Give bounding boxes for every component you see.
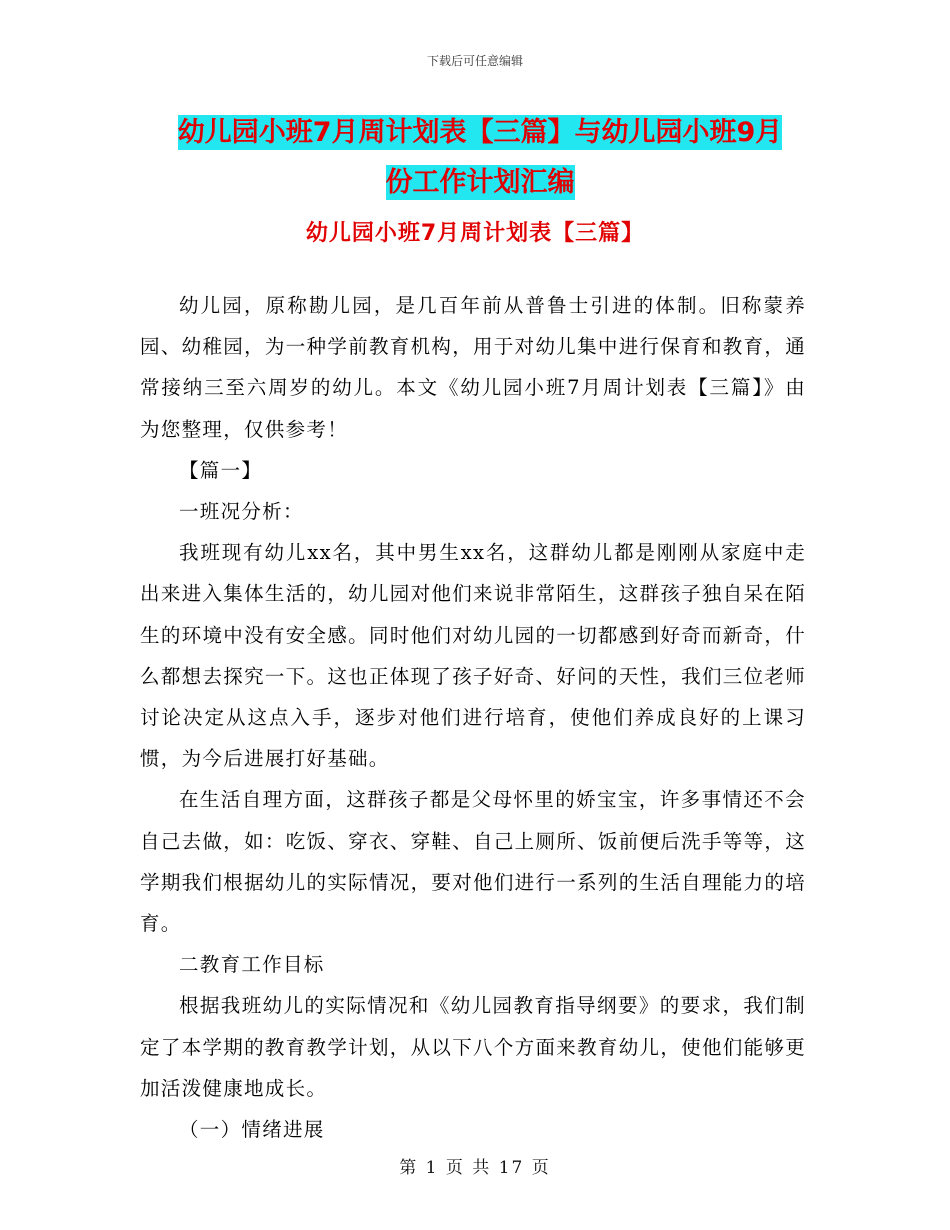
main-title-line1: 幼儿园小班7月周计划表【三篇】与幼儿园小班9月 (177, 117, 783, 148)
page-number: 第 1 页 共 17 页 (399, 1158, 551, 1178)
main-title-line2: 份工作计划汇编 (385, 167, 575, 198)
part-heading: 【篇一】 (179, 458, 263, 482)
document-body (140, 285, 806, 1150)
class-analysis-paragraph: 我班现有幼儿xx名，其中男生xx名，这群幼儿都是刚刚从家庭中走出来进入集体生活的，幼儿园对他们来说非常陌生，这群孩子独自呆在陌生的环境中没有安全感。同时他们对幼儿园的一切都感到好奇而新奇，什么都想去探究一下。这也正体现了孩子好奇、好问的天性，我们三位老师讨论决定从这点入手，逐步对他们进行培育，使他们养成良好的上课习惯，为今后进展打好基础。 (140, 541, 806, 771)
self-care-paragraph: 在生活自理方面，这群孩子都是父母怀里的娇宝宝，许多事情还不会自己去做，如：吃饭、穿衣、穿鞋、自己上厕所、饭前便后洗手等等，这学期我们根据幼儿的实际情况，要对他们进行一系列的生活自理能力的培育。 (140, 788, 806, 936)
main-title (140, 108, 820, 208)
section-heading-class-analysis: 一班况分析： (179, 500, 304, 524)
subsection-heading-emotion: （一）情绪进展 (179, 1118, 325, 1142)
section-heading-goals: 二教育工作目标 (179, 953, 325, 977)
header-note: 下载后可任意编辑 (426, 54, 523, 68)
intro-paragraph: 幼儿园，原称勘儿园，是几百年前从普鲁士引进的体制。旧称蒙养园、幼稚园，为一种学前教育机构，用于对幼儿集中进行保育和教育，通常接纳三至六周岁的幼儿。本文《幼儿园小班7月周计划表【三篇】》由为您整理，仅供参考！ (140, 294, 806, 441)
section-title: 幼儿园小班7月周计划表【三篇】 (305, 221, 645, 246)
goals-paragraph: 根据我班幼儿的实际情况和《幼儿园教育指导纲要》的要求，我们制定了本学期的教育教学计划，从以下八个方面来教育幼儿，使他们能够更加活泼健康地成长。 (140, 994, 806, 1100)
